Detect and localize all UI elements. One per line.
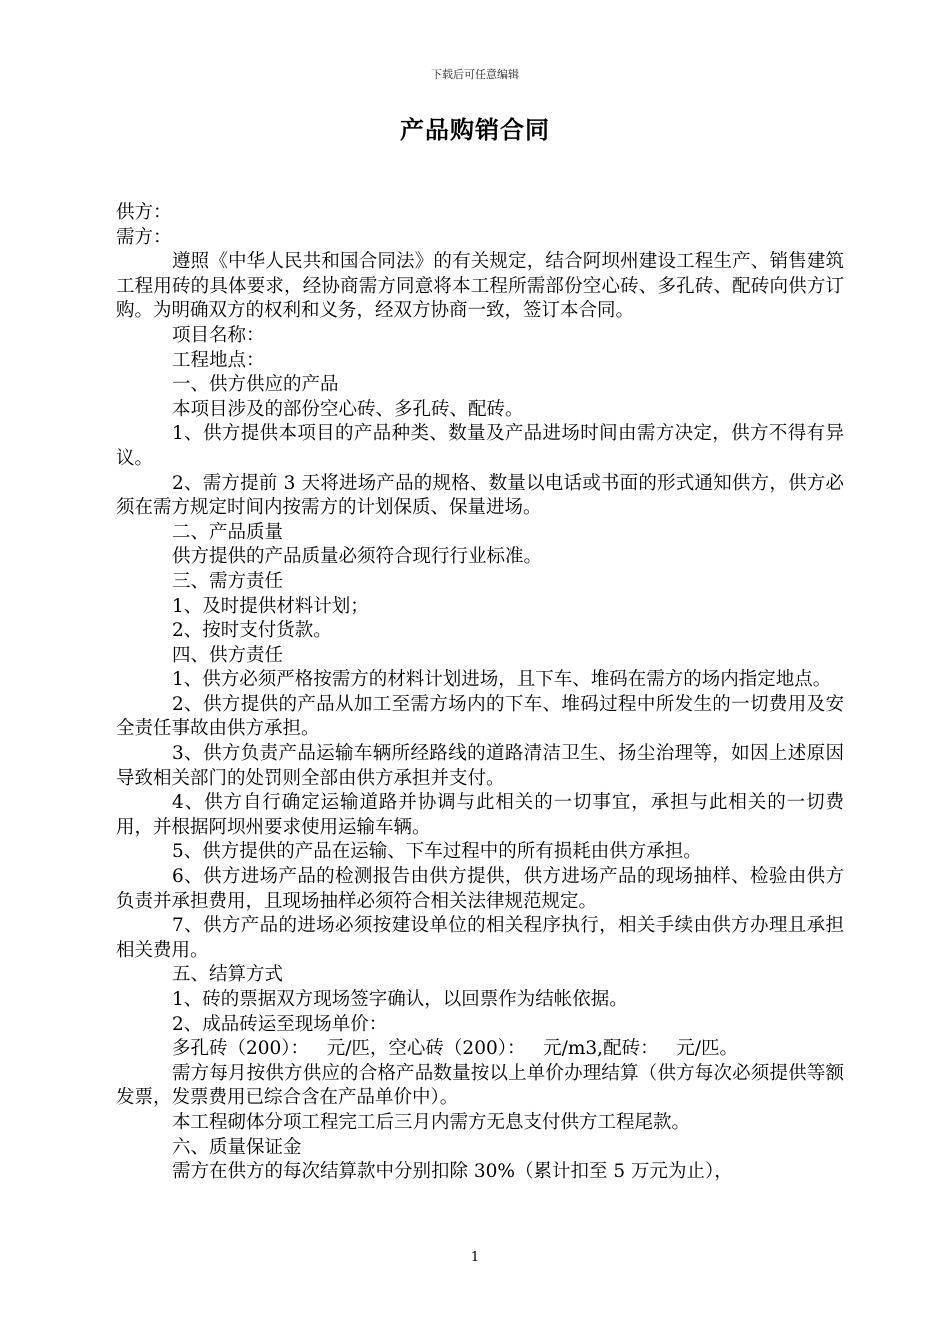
project-location-field: 工程地点： — [172, 349, 265, 371]
clause-paragraph: 1、供方提供本项目的产品种类、数量及产品进场时间由需方决定，供方不得有异议。 — [116, 423, 844, 469]
clause-paragraph: 6、供方进场产品的检测报告由供方提供，供方进场产品的现场抽样、检验由供方负责并承担费用，且现场抽样必须符合相关法律规范规定。 — [116, 866, 844, 912]
clause-paragraph: 4、供方自行确定运输道路并协调与此相关的一切事宜，承担与此相关的一切费用，并根据阿坝州要求使用运输车辆。 — [116, 792, 844, 838]
contract-body — [116, 201, 844, 1185]
clause-paragraph: 本工程砌体分项工程完工后三月内需方无息支付供方工程尾款。 — [172, 1111, 691, 1133]
clause-paragraph: 需方每月按供方供应的合格产品数量按以上单价办理结算（供方每次必须提供等额发票，发票费用已综合含在产品单价中）。 — [116, 1062, 844, 1109]
project-name-field: 项目名称： — [172, 324, 265, 346]
section-heading-quality: 二、产品质量 — [172, 521, 284, 543]
section-heading-products: 一、供方供应的产品 — [172, 374, 339, 396]
clause-paragraph: 3、供方负责产品运输车辆所经路线的道路清洁卫生、扬尘治理等，如因上述原因导致相关部门的处罚则全部由供方承担并支付。 — [116, 743, 844, 789]
clause-paragraph: 1、及时提供材料计划； — [172, 595, 369, 617]
clause-paragraph: 本项目涉及的部份空心砖、多孔砖、配砖。 — [172, 398, 524, 420]
page-number: 1 — [470, 1250, 480, 1265]
clause-paragraph: 1、供方必须严格按需方的材料计划进场，且下车、堆码在需方的场内指定地点。 — [172, 669, 832, 691]
document-title: 产品购销合同 — [400, 115, 550, 144]
clause-paragraph: 7、供方产品的进场必须按建设单位的相关程序执行，相关手续由供方办理且承担相关费用。 — [116, 915, 844, 961]
section-heading-buyer-duties: 三、需方责任 — [172, 570, 284, 592]
preamble-paragraph: 遵照《中华人民共和国合同法》的有关规定，结合阿坝州建设工程生产、销售建筑工程用砖的具体要求，经协商需方同意将本工程所需部份空心砖、多孔砖、配砖向供方订购。为明确双方的权利和义务，经双方协商一致，签订本合同。 — [116, 251, 844, 322]
clause-paragraph: 供方提供的产品质量必须符合现行行业标准。 — [172, 546, 543, 568]
section-heading-supplier-duties: 四、供方责任 — [172, 644, 284, 666]
clause-paragraph: 2、供方提供的产品从加工至需方场内的下车、堆码过程中所发生的一切费用及安全责任事故由供方承担。 — [116, 693, 844, 740]
buyer-label: 需方： — [116, 226, 172, 248]
clause-paragraph: 1、砖的票据双方现场签字确认，以回票作为结帐依据。 — [172, 989, 628, 1010]
clause-paragraph: 5、供方提供的产品在运输、下车过程中的所有损耗由供方承担。 — [172, 841, 702, 863]
clause-paragraph: 2、成品砖运至现场单价： — [172, 1013, 388, 1035]
clause-paragraph: 2、按时支付货款。 — [172, 620, 332, 642]
section-heading-deposit: 六、质量保证金 — [172, 1136, 302, 1158]
section-heading-settlement: 五、结算方式 — [172, 964, 284, 986]
unit-price-line: 多孔砖（200）： 元/匹，空心砖（200）： 元/m3,配砖： 元/匹。 — [172, 1038, 738, 1060]
clause-paragraph: 需方在供方的每次结算款中分别扣除 30%（累计扣至 5 万元为止）， — [172, 1161, 733, 1183]
header-note: 下载后可任意编辑 — [431, 68, 519, 81]
supplier-label: 供方： — [116, 202, 172, 223]
clause-paragraph: 2、需方提前 3 天将进场产品的规格、数量以电话或书面的形式通知供方，供方必须在需方规定时间内按需方的计划保质、保量进场。 — [116, 472, 844, 519]
